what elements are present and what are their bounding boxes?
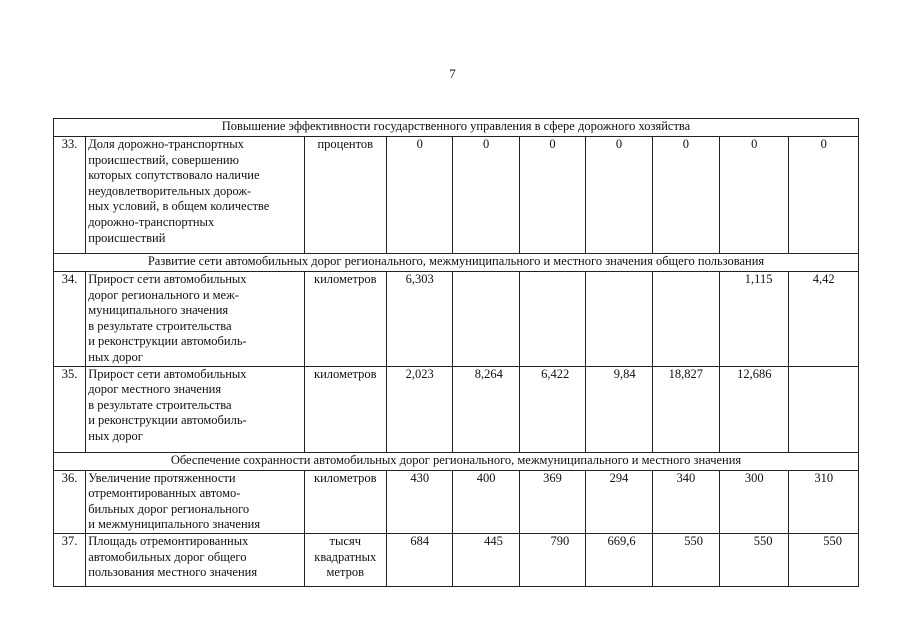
value-cell: 6,422 bbox=[519, 366, 585, 452]
indicator-name-line: дорог местного значения bbox=[88, 382, 222, 397]
unit-of-measure bbox=[304, 366, 387, 452]
indicator-name bbox=[86, 366, 304, 452]
indicator-name-line: Прирост сети автомобильных bbox=[88, 272, 247, 286]
indicator-name-line: бильных дорог регионального bbox=[88, 501, 250, 516]
value-cell bbox=[789, 366, 859, 452]
indicator-name-line: неудовлетворительных дорож- bbox=[88, 183, 252, 198]
table-body bbox=[54, 119, 859, 587]
value-cell bbox=[586, 272, 652, 367]
value-cell: 8,264 bbox=[453, 366, 519, 452]
indicator-name-line: ных дорог bbox=[88, 428, 143, 443]
table-row bbox=[54, 470, 859, 533]
indicator-name bbox=[86, 533, 304, 586]
table-row bbox=[54, 366, 859, 452]
page-number: 7 bbox=[449, 66, 456, 81]
value-cell: 445 bbox=[453, 533, 519, 586]
section-title: Развитие сети автомобильных дорог регионального, межмуниципального и местного значения общего пользования bbox=[54, 254, 859, 272]
value-cell: 0 bbox=[789, 137, 859, 254]
value-cell: 0 bbox=[453, 137, 519, 254]
value-cell: 790 bbox=[519, 533, 585, 586]
value-cell: 310 bbox=[789, 470, 859, 533]
unit-of-measure bbox=[304, 272, 387, 367]
indicator-name-line: дорожно-транспортных bbox=[88, 214, 215, 229]
value-cell: 1,115 bbox=[720, 272, 789, 367]
section-header-row bbox=[54, 452, 859, 470]
indicator-name bbox=[86, 470, 304, 533]
row-number: 34. bbox=[54, 272, 86, 367]
indicator-name-line: и межмуниципального значения bbox=[88, 517, 261, 532]
indicator-name-line: автомобильных дорог общего bbox=[88, 549, 247, 564]
indicator-name-line: пользования местного значения bbox=[88, 565, 258, 580]
row-number: 37. bbox=[54, 533, 86, 586]
value-cell: 340 bbox=[652, 470, 719, 533]
indicator-name-line: Доля дорожно-транспортных bbox=[88, 137, 244, 151]
unit-line: квадратных bbox=[314, 549, 377, 564]
indicator-name bbox=[86, 272, 304, 367]
value-cell: 18,827 bbox=[652, 366, 719, 452]
value-cell: 550 bbox=[720, 533, 789, 586]
value-cell: 12,686 bbox=[720, 366, 789, 452]
unit-line: метров bbox=[326, 565, 364, 580]
value-cell: 0 bbox=[720, 137, 789, 254]
section-title: Повышение эффективности государственного управления в сфере дорожного хозяйства bbox=[54, 119, 859, 137]
indicator-name-line: происшествий bbox=[88, 230, 166, 245]
indicator-name-line: и реконструкции автомобиль- bbox=[88, 334, 247, 349]
value-cell: 294 bbox=[586, 470, 652, 533]
indicator-name-line: муниципального значения bbox=[88, 303, 229, 318]
unit-line: процентов bbox=[317, 137, 374, 151]
value-cell: 0 bbox=[519, 137, 585, 254]
row-number: 33. bbox=[54, 137, 86, 254]
unit-of-measure bbox=[304, 470, 387, 533]
table-row bbox=[54, 272, 859, 367]
value-cell: 0 bbox=[387, 137, 453, 254]
indicator-name-line: происшествий, совершению bbox=[88, 152, 239, 167]
value-cell: 2,023 bbox=[387, 366, 453, 452]
indicator-name-line: в результате строительства bbox=[88, 318, 232, 333]
value-cell bbox=[519, 272, 585, 367]
value-cell: 669,6 bbox=[586, 533, 652, 586]
value-cell: 300 bbox=[720, 470, 789, 533]
value-cell: 0 bbox=[652, 137, 719, 254]
indicators-table bbox=[53, 118, 859, 587]
indicator-name-line: дорог регионального и меж- bbox=[88, 287, 239, 302]
table-row bbox=[54, 533, 859, 586]
indicator-name-line: ных условий, в общем количестве bbox=[88, 199, 270, 214]
section-title: Обеспечение сохранности автомобильных дорог регионального, межмуниципального и местного значения bbox=[54, 452, 859, 470]
indicator-name-line: Площадь отремонтированных bbox=[88, 533, 249, 548]
indicator-name-line: Увеличение протяженности bbox=[88, 470, 236, 485]
section-header-row bbox=[54, 254, 859, 272]
value-cell: 9,84 bbox=[586, 366, 652, 452]
value-cell: 0 bbox=[586, 137, 652, 254]
value-cell: 6,303 bbox=[387, 272, 453, 367]
value-cell: 430 bbox=[387, 470, 453, 533]
unit-line: тысяч bbox=[329, 533, 361, 548]
section-header-row bbox=[54, 119, 859, 137]
row-number: 36. bbox=[54, 470, 86, 533]
value-cell: 369 bbox=[519, 470, 585, 533]
unit-of-measure bbox=[304, 533, 387, 586]
value-cell: 4,42 bbox=[789, 272, 859, 367]
value-cell: 550 bbox=[652, 533, 719, 586]
indicator-name bbox=[86, 137, 304, 254]
unit-line: километров bbox=[314, 366, 377, 381]
indicator-name-line: Прирост сети автомобильных bbox=[88, 366, 247, 381]
indicator-name-line: ных дорог bbox=[88, 349, 143, 364]
value-cell: 550 bbox=[789, 533, 859, 586]
value-cell bbox=[652, 272, 719, 367]
indicator-name-line: в результате строительства bbox=[88, 397, 232, 412]
value-cell bbox=[453, 272, 519, 367]
table-row bbox=[54, 137, 859, 254]
indicator-name-line: отремонтированных автомо- bbox=[88, 486, 241, 501]
row-number: 35. bbox=[54, 366, 86, 452]
indicator-name-line: которых сопутствовало наличие bbox=[88, 168, 260, 183]
value-cell: 400 bbox=[453, 470, 519, 533]
unit-line: километров bbox=[314, 272, 377, 286]
value-cell: 684 bbox=[387, 533, 453, 586]
indicator-name-line: и реконструкции автомобиль- bbox=[88, 413, 247, 428]
unit-line: километров bbox=[314, 470, 377, 485]
unit-of-measure bbox=[304, 137, 387, 254]
